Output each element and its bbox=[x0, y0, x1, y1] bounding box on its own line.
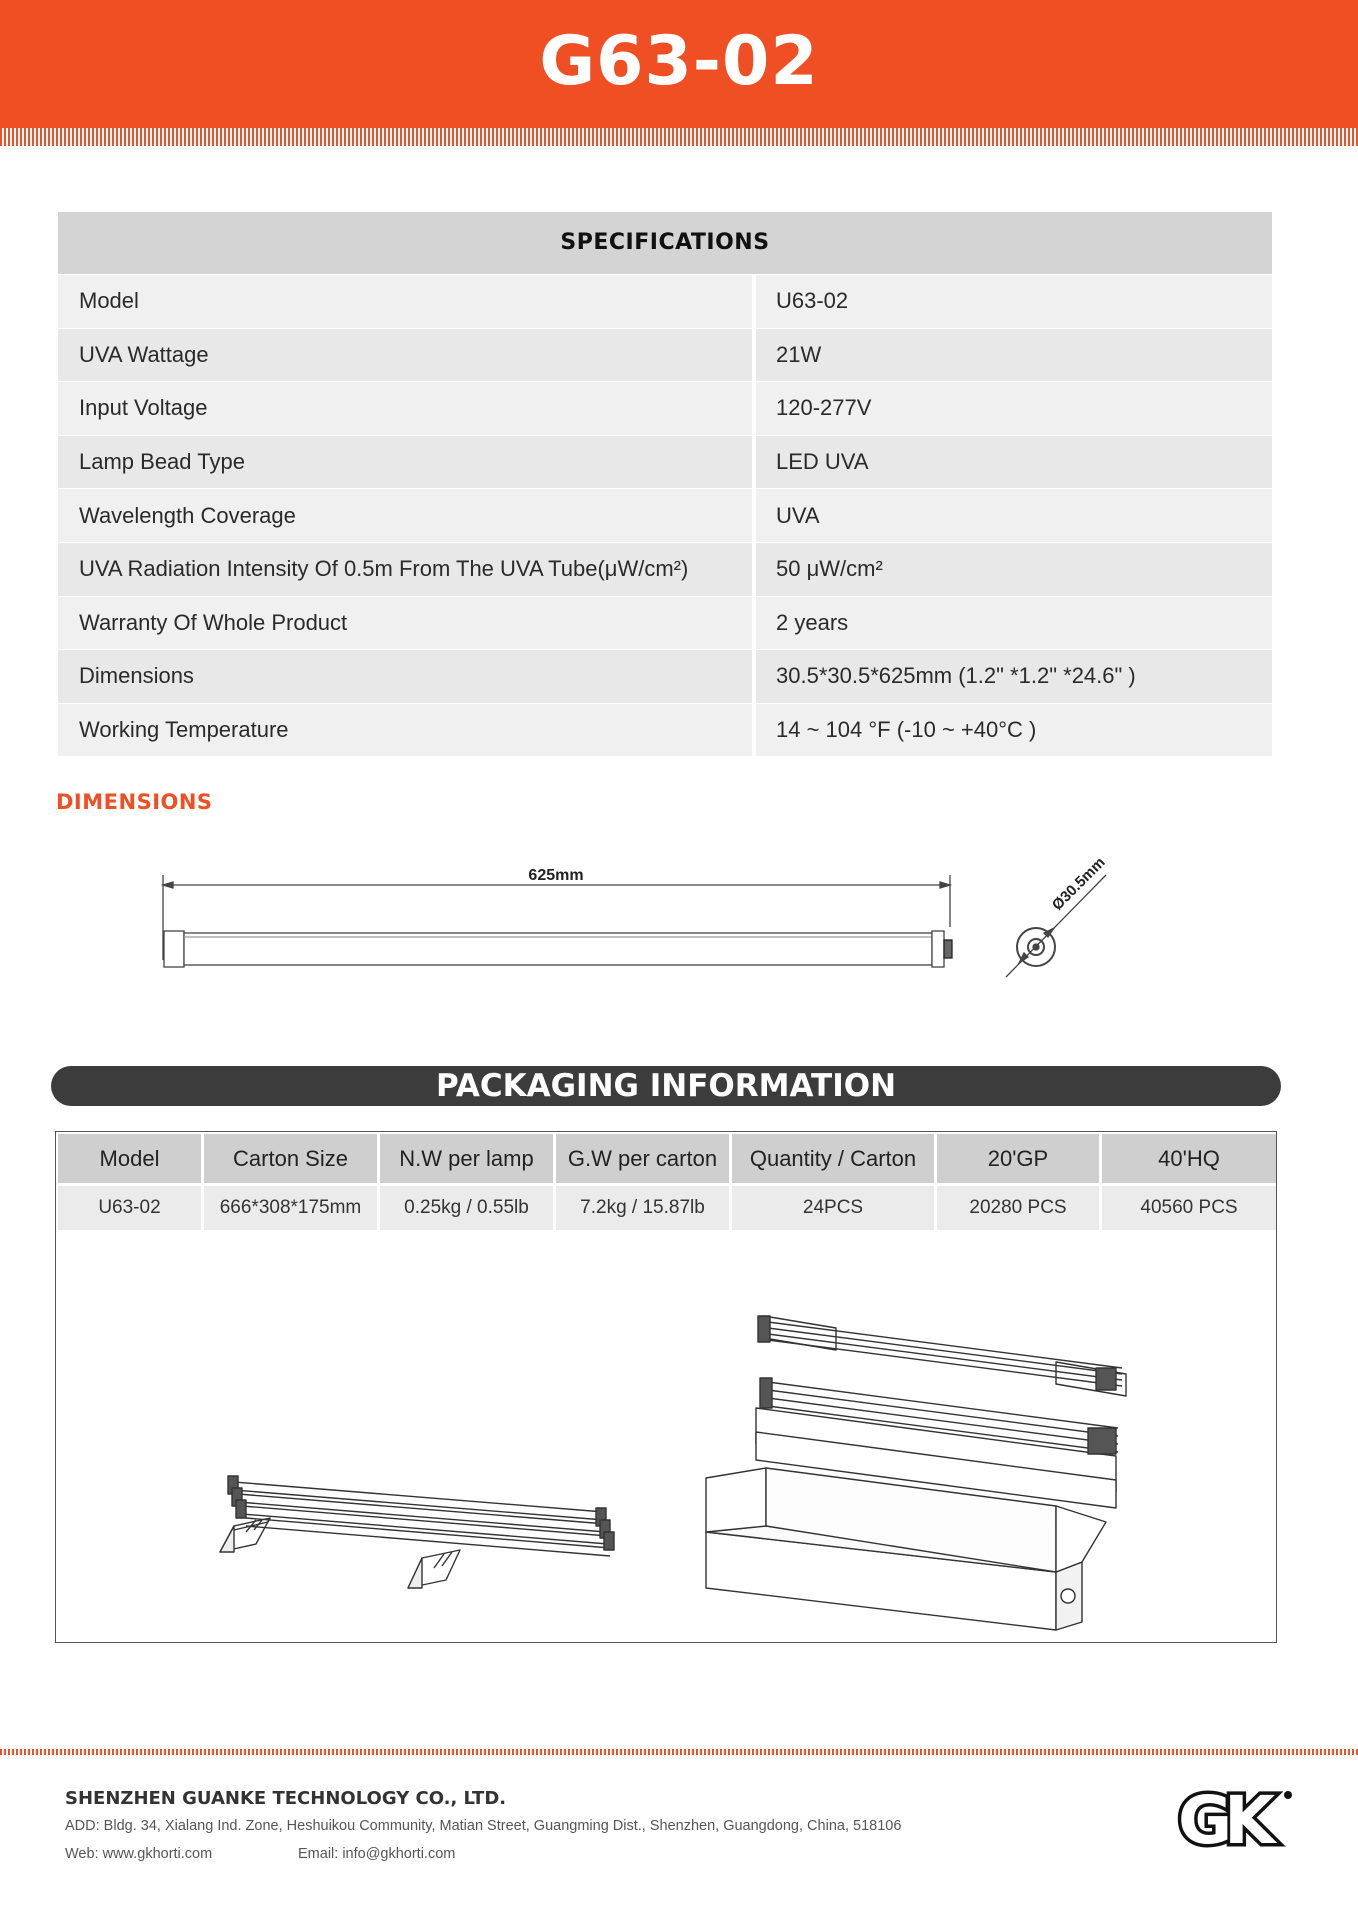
spec-value: UVA bbox=[756, 489, 1272, 542]
spec-label: UVA Wattage bbox=[58, 329, 756, 382]
footer-divider bbox=[0, 1749, 1358, 1755]
spec-label: Working Temperature bbox=[58, 704, 756, 757]
spec-value: 30.5*30.5*625mm (1.2" *1.2" *24.6" ) bbox=[756, 650, 1272, 703]
tube-end-cap bbox=[164, 931, 184, 967]
page-title: G63-02 bbox=[539, 22, 819, 101]
packaging-heading: PACKAGING INFORMATION bbox=[435, 1068, 897, 1104]
tube-dimension-drawing bbox=[150, 835, 1150, 995]
specifications-heading: SPECIFICATIONS bbox=[58, 212, 1272, 274]
table-cell: 24PCS bbox=[732, 1186, 934, 1230]
spec-value: 14 ~ 104 °F (-10 ~ +40°C ) bbox=[756, 704, 1272, 757]
column-header: 40'HQ bbox=[1102, 1134, 1276, 1183]
company-email: Email: info@gkhorti.com bbox=[298, 1846, 456, 1862]
table-cell: 40560 PCS bbox=[1102, 1186, 1276, 1230]
spec-row bbox=[58, 542, 1272, 596]
page-header bbox=[0, 0, 1358, 128]
column-header: Quantity / Carton bbox=[732, 1134, 934, 1183]
spec-value: 2 years bbox=[756, 597, 1272, 650]
tube-connector bbox=[944, 940, 952, 958]
table-cell: 20280 PCS bbox=[937, 1186, 1099, 1230]
stacked-layers-image bbox=[706, 1316, 1126, 1630]
length-label: 625mm bbox=[528, 867, 584, 884]
spec-row bbox=[58, 274, 1272, 328]
packaging-data-row bbox=[58, 1186, 1276, 1230]
spec-label: Lamp Bead Type bbox=[58, 436, 756, 489]
column-header: Carton Size bbox=[204, 1134, 377, 1183]
spec-label: Warranty Of Whole Product bbox=[58, 597, 756, 650]
dimensions-heading: DIMENSIONS bbox=[56, 790, 213, 814]
spec-label: Model bbox=[58, 275, 756, 328]
gk-logo bbox=[1176, 1785, 1296, 1855]
tubes-on-foam-image bbox=[220, 1476, 614, 1588]
company-address: ADD: Bldg. 34, Xialang Ind. Zone, Heshuikou Community, Matian Street, Guangming Dist., Shenzhen, Guangdong, China, 518106 bbox=[65, 1818, 902, 1834]
spec-row bbox=[58, 328, 1272, 382]
spec-row bbox=[58, 435, 1272, 489]
spec-value: 50 μW/cm² bbox=[756, 543, 1272, 596]
packaging-banner bbox=[51, 1066, 1281, 1106]
tube-body bbox=[184, 933, 932, 965]
table-cell: 7.2kg / 15.87lb bbox=[556, 1186, 729, 1230]
column-header: N.W per lamp bbox=[380, 1134, 553, 1183]
spec-value: 120-277V bbox=[756, 382, 1272, 435]
company-name: SHENZHEN GUANKE TECHNOLOGY CO., LTD. bbox=[65, 1788, 507, 1809]
table-cell: U63-02 bbox=[58, 1186, 201, 1230]
spec-row bbox=[58, 596, 1272, 650]
spec-label: Input Voltage bbox=[58, 382, 756, 435]
spec-label: Wavelength Coverage bbox=[58, 489, 756, 542]
spec-row bbox=[58, 381, 1272, 435]
spec-row bbox=[58, 488, 1272, 542]
spec-row bbox=[58, 703, 1272, 757]
packaging-header-row bbox=[58, 1134, 1276, 1183]
column-header: G.W per carton bbox=[556, 1134, 729, 1183]
spec-value: LED UVA bbox=[756, 436, 1272, 489]
column-header: 20'GP bbox=[937, 1134, 1099, 1183]
table-cell: 0.25kg / 0.55lb bbox=[380, 1186, 553, 1230]
spec-label: Dimensions bbox=[58, 650, 756, 703]
tube-end-cap bbox=[932, 931, 944, 967]
spec-value: U63-02 bbox=[756, 275, 1272, 328]
spec-label: UVA Radiation Intensity Of 0.5m From The UVA Tube(μW/cm²) bbox=[58, 543, 756, 596]
packaging-box bbox=[55, 1131, 1277, 1643]
diameter-label: Ø30.5mm bbox=[1048, 854, 1109, 914]
spec-value: 21W bbox=[756, 329, 1272, 382]
packaging-illustration bbox=[56, 1232, 1274, 1640]
specifications-table bbox=[58, 212, 1272, 756]
column-header: Model bbox=[58, 1134, 201, 1183]
table-cell: 666*308*175mm bbox=[204, 1186, 377, 1230]
spec-row bbox=[58, 649, 1272, 703]
header-stripe bbox=[0, 128, 1358, 146]
gk-logo-text: GK bbox=[1178, 1785, 1268, 1855]
company-website: Web: www.gkhorti.com bbox=[65, 1846, 213, 1862]
